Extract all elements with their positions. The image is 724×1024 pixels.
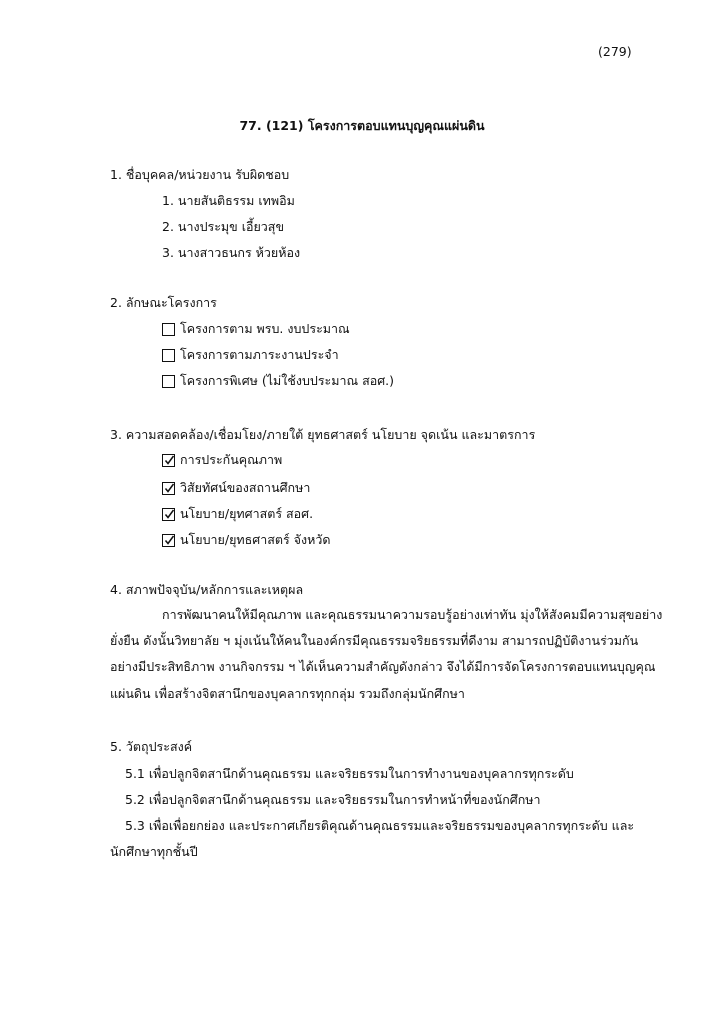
alignment-option-1[interactable]	[162, 451, 282, 469]
option-label: การประกันคุณภาพ	[180, 452, 283, 467]
option-label: นโยบาย/ยุทธศาสตร์ จังหวัด	[180, 532, 331, 547]
section-1-heading: 1. ชื่อบุคคล/หน่วยงาน รับผิดชอบ	[110, 167, 290, 182]
person-1: 1. นายสันติธรรม เทพอิม	[162, 193, 295, 208]
paragraph-line-4: แผ่นดิน เพื่อสร้างจิตสานึกของบุคลากรทุกกลุ่ม รวมถึงกลุ่มนักศึกษา	[110, 686, 465, 701]
unchecked-checkbox-icon[interactable]	[162, 349, 175, 362]
unchecked-checkbox-icon[interactable]	[162, 323, 175, 336]
alignment-option-4[interactable]	[162, 531, 330, 549]
paragraph-line-2: ยั่งยืน ดังนั้นวิทยาลัย ฯ มุ่งเน้นให้คนในองค์กรมีคุณธรรมจริยธรรมที่ดีงาม สามารถปฏิบัติงานร่วมกัน	[110, 633, 639, 648]
option-label: โครงการตาม พรบ. งบประมาณ	[180, 321, 350, 336]
checked-checkbox-icon[interactable]	[162, 454, 175, 467]
section-4-heading: 4. สภาพปัจจุบัน/หลักการและเหตุผล	[110, 582, 304, 597]
page-number: (279)	[598, 44, 632, 59]
checked-checkbox-icon[interactable]	[162, 482, 175, 495]
project-type-option-1[interactable]	[162, 320, 350, 338]
option-label: นโยบาย/ยุทศาสตร์ สอศ.	[180, 506, 314, 521]
unchecked-checkbox-icon[interactable]	[162, 375, 175, 388]
objective-1: 5.1 เพื่อปลูกจิตสานึกด้านคุณธรรม และจริยธรรมในการทำงานของบุคลากรทุกระดับ	[125, 766, 574, 781]
section-3-heading: 3. ความสอดคล้อง/เชื่อมโยง/ภายใต้ ยุทธศาสตร์ นโยบาย จุดเน้น และมาตรการ	[110, 427, 536, 442]
option-label: โครงการพิเศษ (ไม่ใช้งบประมาณ สอศ.)	[180, 373, 394, 388]
section-2-heading: 2. ลักษณะโครงการ	[110, 295, 217, 310]
paragraph-line-1: การพัฒนาคนให้มีคุณภาพ และคุณธรรมนาความรอบรู้อย่างเท่าทัน มุ่งให้สังคมมีความสุขอย่าง	[162, 607, 663, 622]
objective-3-continuation: นักศึกษาทุกชั้นปี	[110, 844, 198, 859]
person-2: 2. นางประมุข เอี้ยวสุข	[162, 219, 284, 234]
objective-2: 5.2 เพื่อปลูกจิตสานึกด้านคุณธรรม และจริยธรรมในการทำหน้าที่ของนักศึกษา	[125, 792, 541, 807]
checked-checkbox-icon[interactable]	[162, 534, 175, 547]
person-3: 3. นางสาวธนกร ห้วยห้อง	[162, 245, 301, 260]
option-label: วิสัยทัศน์ของสถานศึกษา	[180, 480, 311, 495]
document-title: 77. (121) โครงการตอบแทนบุญคุณแผ่นดิน	[239, 118, 485, 133]
objective-3: 5.3 เพื่อเพื่อยกย่อง และประกาศเกียรติคุณด้านคุณธรรมและจริยธรรมของบุคลากรทุกระดับ และ	[125, 818, 635, 833]
project-type-option-2[interactable]	[162, 346, 339, 364]
section-5-heading: 5. วัตถุประสงค์	[110, 739, 193, 754]
alignment-option-3[interactable]	[162, 505, 313, 523]
paragraph-line-3: อย่างมีประสิทธิภาพ งานกิจกรรม ฯ ได้เห็นความสำคัญดังกล่าว จึงได้มีการจัดโครงการตอบแทนบุญคุณ	[110, 659, 656, 674]
option-label: โครงการตามภาระงานประจำ	[180, 347, 339, 362]
checked-checkbox-icon[interactable]	[162, 508, 175, 521]
alignment-option-2[interactable]	[162, 479, 310, 497]
project-type-option-3[interactable]	[162, 372, 394, 390]
